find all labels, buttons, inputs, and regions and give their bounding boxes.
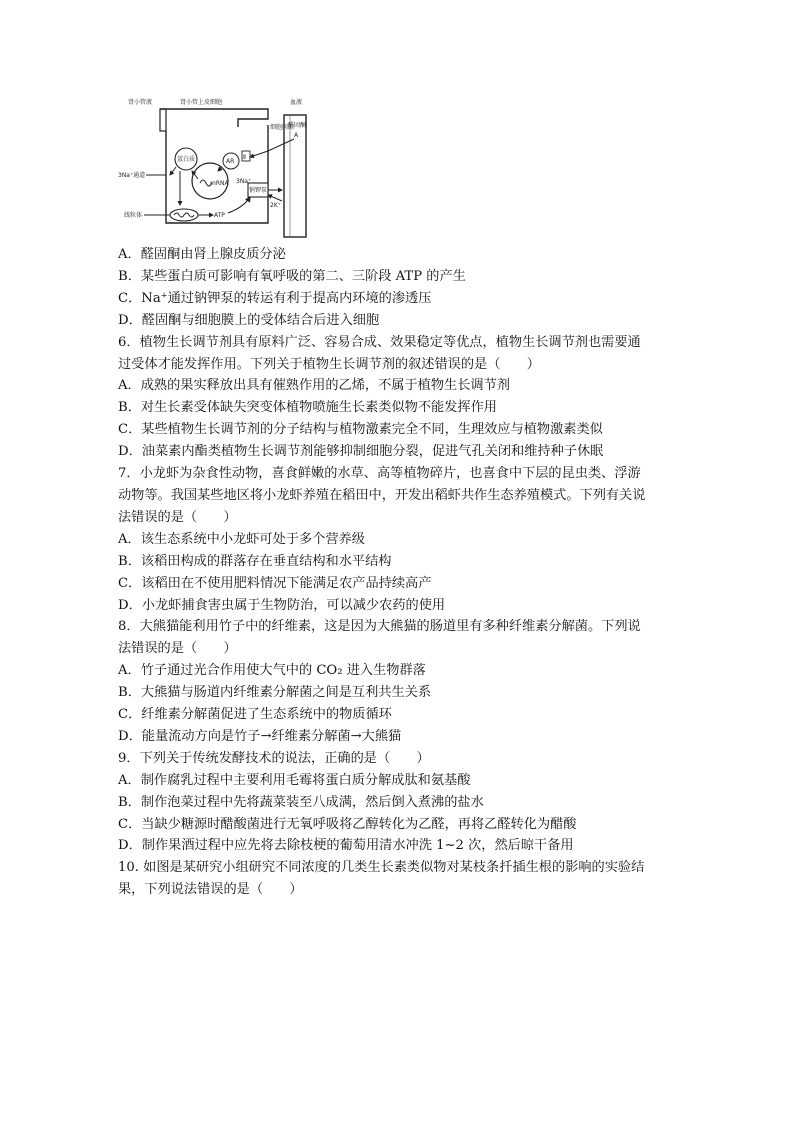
- apical-membrane: [160, 109, 268, 127]
- q7-stem-line-3: 法错误的是（ ）: [118, 509, 237, 525]
- q7-option-d: D．小龙虾捕食害虫属于生物防治，可以减少农药的使用: [118, 597, 446, 613]
- na-label: 3Na⁺: [236, 178, 252, 185]
- protein-to-channel-arrow: [170, 167, 176, 175]
- q5-option-b: B．某些蛋白质可影响有氧呼吸的第二、三阶段 ATP 的产生: [118, 268, 466, 284]
- pump-label: 钠钾泵: [249, 187, 268, 194]
- q8-option-b: B．大熊猫与肠道内纤维素分解菌之间是互利共生关系: [118, 685, 432, 701]
- interstitial-label: 细胞间隙: [270, 124, 295, 131]
- lumen-label: 肾小管液: [128, 99, 153, 106]
- q5-option-a: A．醛固酮由肾上腺皮质分泌: [118, 247, 286, 262]
- q7-stem-line-2: 动物等。我国某些地区将小龙虾养殖在稻田中，开发出稻虾共作生态养殖模式。下列有关说: [118, 487, 646, 503]
- q6-option-c: C．某些植物生长调节剂的分子结构与植物激素完全不同，生理效应与植物激素类似: [118, 422, 603, 438]
- q9-option-b: B．制作泡菜过程中先将蔬菜装至八成满，然后倒入煮沸的盐水: [118, 794, 484, 810]
- q7-option-a: A．该生态系统中小龙虾可处于多个营养级: [118, 531, 365, 547]
- na-channel-label: 3Na⁺通道: [118, 172, 146, 179]
- blood-label: 血液: [290, 99, 303, 106]
- q7-stem-line-1: 7．小龙虾为杂食性动物，喜食鲜嫩的水草、高等植物碎片，也喜食中下层的昆虫类、浮游: [118, 466, 641, 482]
- q10-stem-line-2: 果，下列说法错误的是（ ）: [118, 882, 303, 898]
- q6-option-a: A．成熟的果实释放出具有催熟作用的乙烯，不属于植物生长调节剂: [118, 378, 510, 394]
- q6-stem-line-2: 过受体才能发挥作用。下列关于植物生长调节剂的叙述错误的是（ ）: [118, 356, 540, 372]
- q7-option-b: B．该稻田构成的群落存在垂直结构和水平结构: [118, 553, 392, 569]
- q9-option-a: A．制作腐乳过程中主要利用毛霉将蛋白质分解成肽和氨基酸: [118, 772, 471, 788]
- q10-stem-line-1: 10. 如图是某研究小组研究不同浓度的几类生长素类似物对某枝条扦插生根的影响的实验结: [118, 860, 645, 876]
- q6-option-d: D．油菜素内酯类植物生长调节剂能够抑制细胞分裂，促进气孔关闭和维持种子休眠: [118, 444, 604, 460]
- q6-stem-line-1: 6．植物生长调节剂具有原料广泛、容易合成、效果稳定等优点，植物生长调节剂也需要通: [118, 334, 641, 350]
- cell-label: 肾小管上皮细胞: [180, 99, 223, 106]
- question-content: [118, 244, 678, 901]
- q9-stem-line-1: 9．下列关于传统发酵技术的说法，正确的是（ ）: [118, 750, 430, 766]
- ar-label: AR: [226, 158, 235, 165]
- k-label: 2K⁺: [270, 202, 281, 209]
- protein-label: 蛋白质: [177, 156, 196, 163]
- q8-stem-line-1: 8．大熊猫能利用竹子中的纤维素，这是因为大熊猫的肠道里有多种纤维素分解菌。下列说: [118, 619, 641, 635]
- q5-option-d: D．醛固酮与细胞膜上的受体结合后进入细胞: [118, 312, 380, 328]
- tight-junction: [160, 109, 166, 131]
- pump-k-in-arrow: [268, 195, 282, 201]
- cell-diagram-svg: [118, 95, 314, 241]
- cell-membrane: [166, 125, 268, 223]
- q8-stem-line-2: 法错误的是（ ）: [118, 641, 237, 657]
- atp-label: ATP: [214, 212, 225, 219]
- marker-a: A: [294, 132, 299, 139]
- atp-to-pump-arrow: [228, 197, 250, 213]
- kidney-tubule-cell-figure: [118, 95, 314, 241]
- aldosterone-arrow: [250, 139, 294, 157]
- q8-option-c: C．纤维素分解菌促进了生态系统中的物质循环: [118, 707, 392, 723]
- q5-option-c: C．Na⁺通过钠钾泵的转运有利于提高内环境的渗透压: [118, 290, 432, 306]
- q9-option-d: D．制作果酒过程中应先将去除枝梗的葡萄用清水冲洗 1~2 次，然后晾干备用: [118, 838, 574, 854]
- ar-to-nucleus-arrow: [218, 167, 222, 171]
- q9-option-c: C．当缺少糖源时醋酸菌进行无氧呼吸将乙醇转化为乙醛，再将乙醛转化为醋酸: [118, 816, 577, 832]
- receptor-box-glyph: Ⅱ: [243, 154, 246, 161]
- aldosterone-label: 醛固酮: [288, 122, 307, 129]
- mito-label: 线粒体: [124, 212, 143, 219]
- mrna-label: mRNA: [210, 180, 229, 187]
- q6-option-b: B．对生长素受体缺失突变体植物喷施生长素类似物不能发挥作用: [118, 400, 497, 416]
- q8-option-d: D．能量流动方向是竹子→纤维素分解菌→大熊猫: [118, 728, 402, 744]
- q8-option-a: A．竹子通过光合作用使大气中的 CO₂ 进入生物群落: [118, 663, 426, 679]
- q7-option-c: C．该稻田在不使用肥料情况下能满足农产品持续高产: [118, 575, 432, 591]
